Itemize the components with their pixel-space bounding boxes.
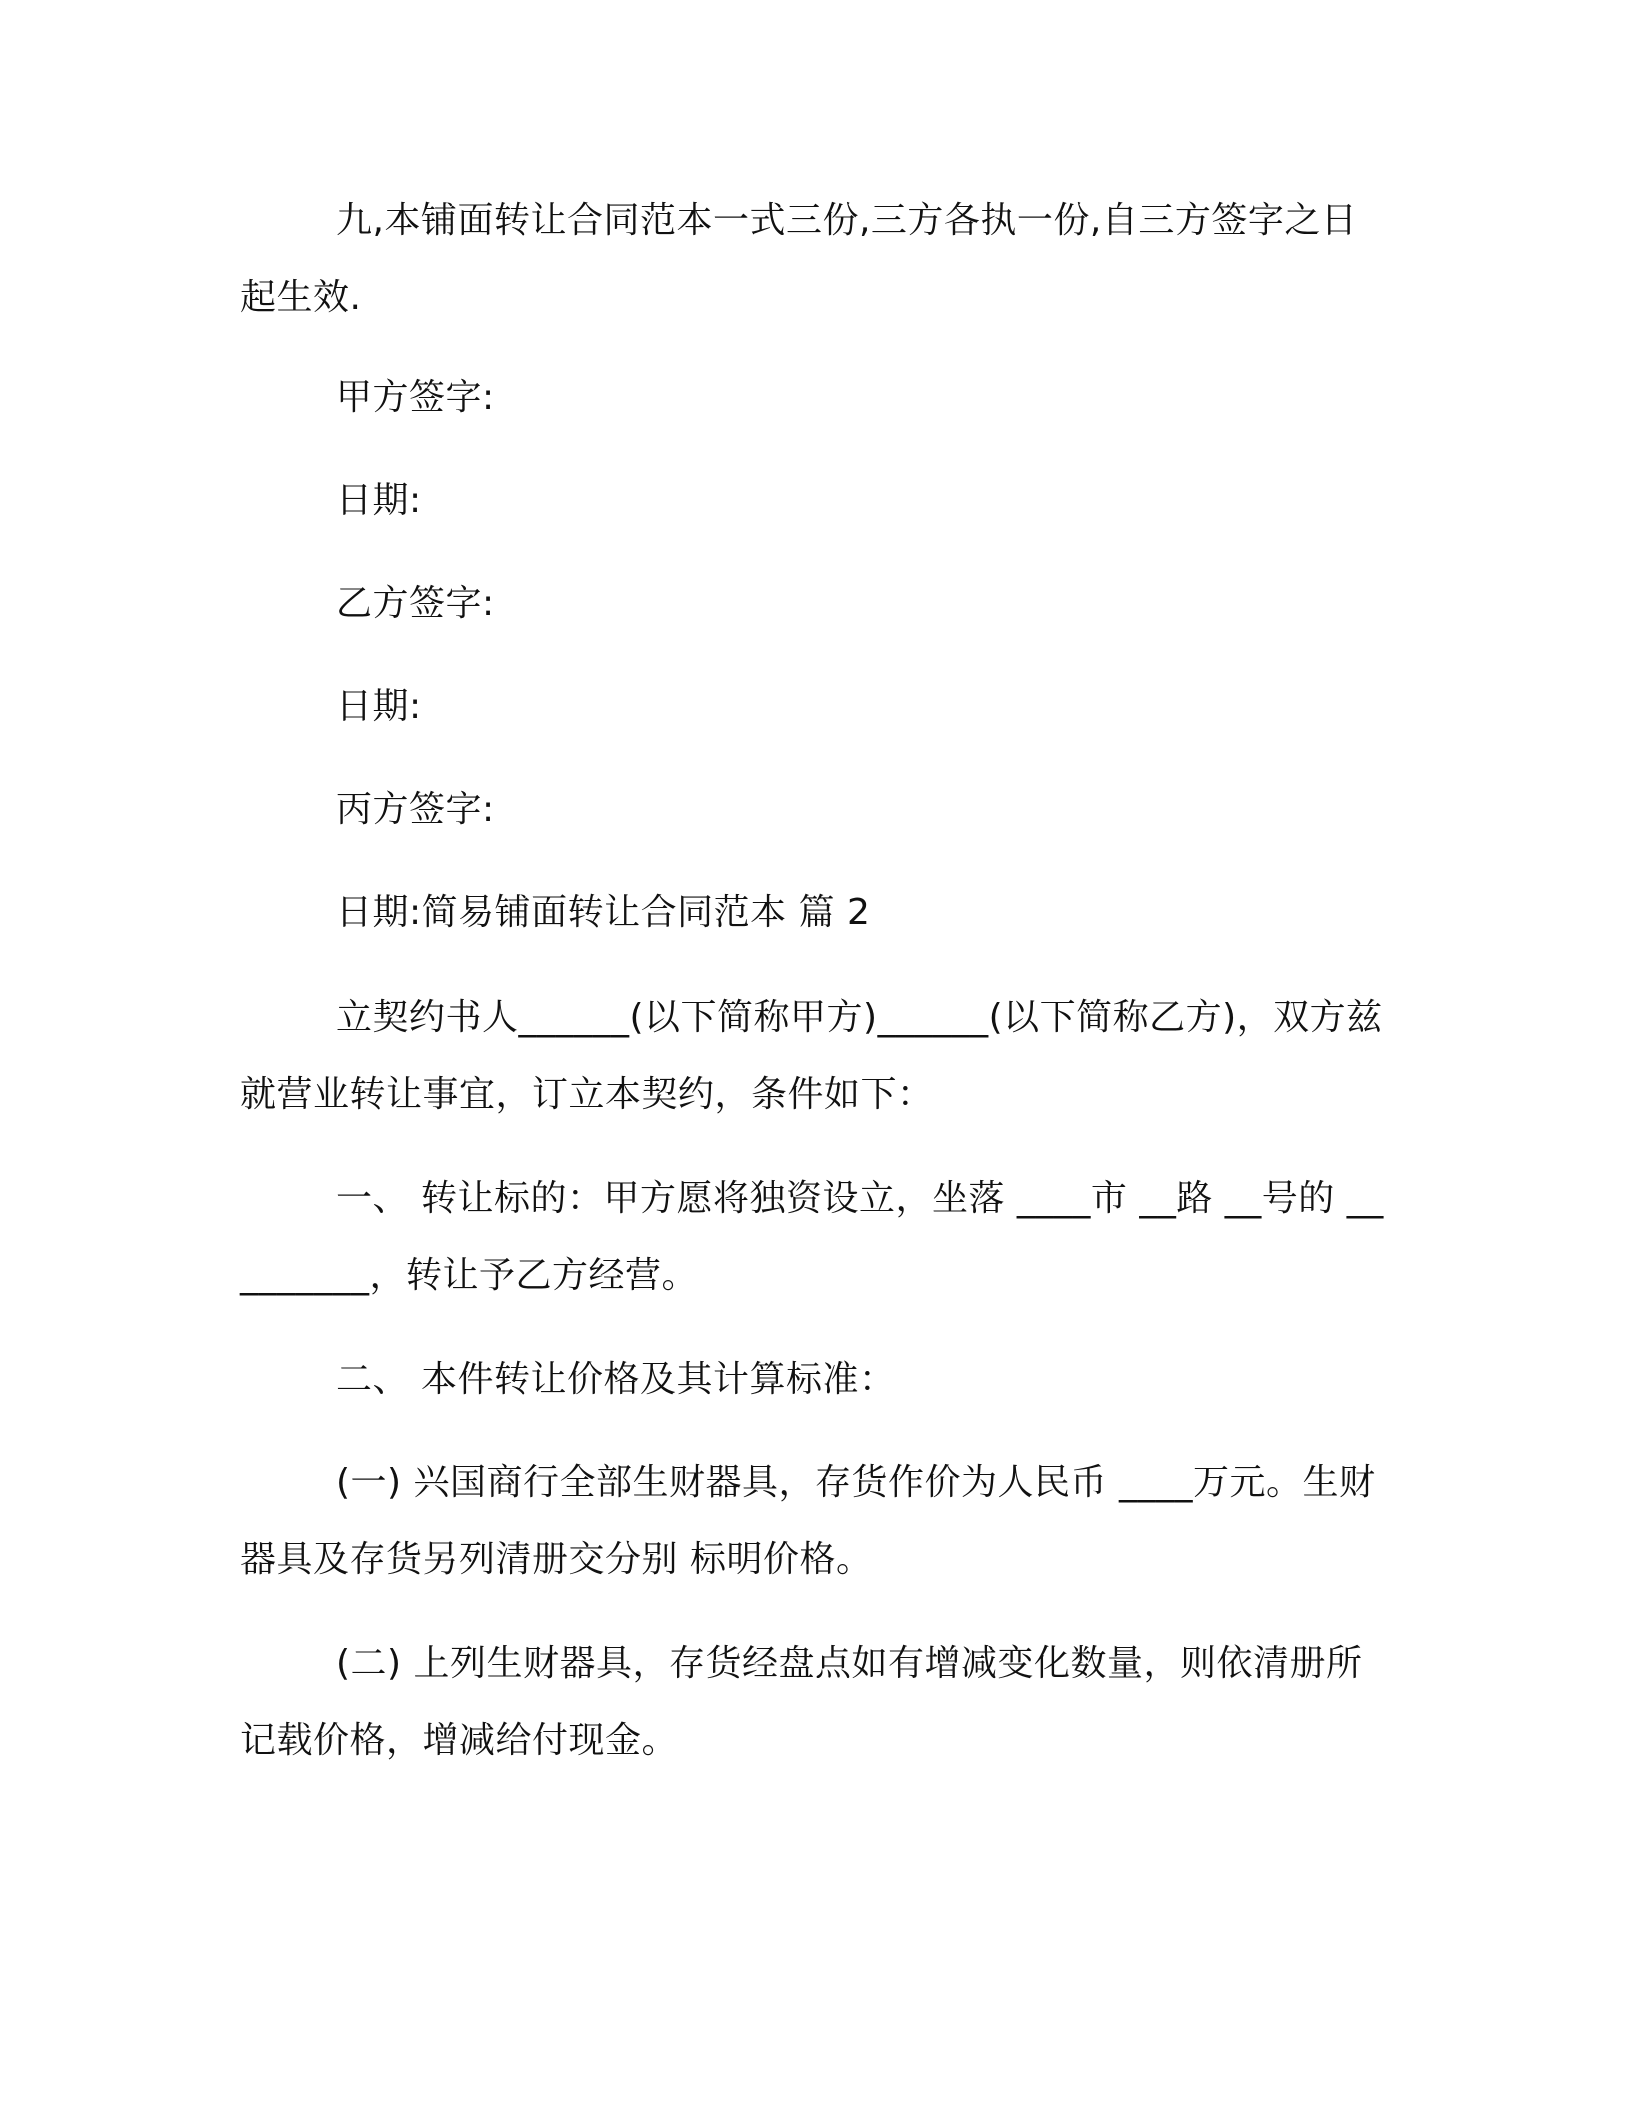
party-c-signature-label: 丙方签字: (336, 789, 495, 830)
subclause-two-paragraph: (二) 上列生财器具，存货经盘点如有增减变化数量，则依清册所记载价格，增减给付现金。 (240, 1643, 1363, 1761)
contract-preamble-paragraph: 立契约书人______(以下简称甲方)______(以下简称乙方)，双方兹就营业转让事宜，订立本契约，条件如下： (240, 997, 1383, 1115)
subclause-one-paragraph: (一) 兴国商行全部生财器具，存货作价为人民币 ____万元。生财器具及存货另列清册交分别 标明价格。 (240, 1462, 1376, 1580)
date-label-a: 日期: (336, 480, 422, 521)
date-and-section-title: 日期:简易铺面转让合同范本 篇 2 (336, 892, 871, 933)
party-a-signature-label: 甲方签字: (336, 377, 495, 418)
date-label-b: 日期: (336, 686, 422, 727)
clause-one-paragraph: 一、 转让标的：甲方愿将独资设立，坐落 ____市 __路 __号的 _________，转让予乙方经营。 (240, 1178, 1384, 1296)
party-b-signature-label: 乙方签字: (336, 583, 495, 624)
clause-two-heading: 二、 本件转让价格及其计算标准： (336, 1359, 896, 1400)
clause-nine-paragraph: 九,本铺面转让合同范本一式三份,三方各执一份,自三方签字之日起生效. (240, 200, 1358, 318)
